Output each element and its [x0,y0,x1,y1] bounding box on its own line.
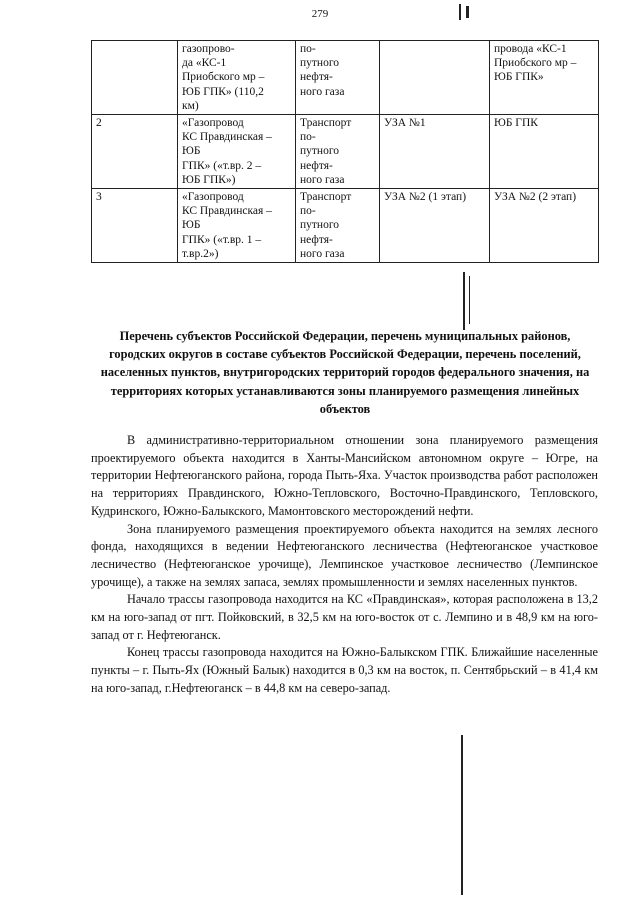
scan-mark [469,276,470,324]
table-row [92,115,599,189]
table-cell: 3 [92,189,178,263]
table-cell: УЗА №2 (1 этап) [380,189,490,263]
table-cell: «Газопровод КС Правдинская – ЮБ ГПК» («т.вр. 2 – ЮБ ГПК») [178,115,296,189]
paragraph: Зона планируемого размещения проектируемого объекта находится на землях лесного фонда, находящихся в ведении Нефтеюганского лесничества (Нефтеюганское участковое лесничество (Нефтеюганское урочище), Лемпинское участковое лесничество (Лемпинское урочище), а также на землях запаса, землях промышленности и землях населенных пунктов. [91,521,598,589]
body-text [91,432,598,698]
table-cell: УЗА №2 (2 этап) [490,189,599,263]
table-cell: 2 [92,115,178,189]
paragraph: Конец трассы газопровода находится на Южно-Балыкском ГПК. Ближайшие населенные пункты – г. Пыть-Ях (Южный Балык) находится в 0,3 км на восток, п. Сентябрьский – в 41,4 км на юго-запад, г.Нефтеюганск – в 44,8 км на северо-запад. [91,645,598,695]
table-cell: Транспорт по- путного нефтя- ного газа [296,189,380,263]
route-table [91,40,599,263]
table-cell [380,41,490,115]
paragraph: Начало трассы газопровода находится на КС «Правдинская», которая расположена в 13,2 км на юго-запад от пгт. Пойковский, в 32,5 км на юго-восток от с. Лемпино и в 48,9 км на юго-запад от г. Нефтеюганск. [91,592,598,642]
scan-mark [461,735,463,895]
table-cell: по- путного нефтя- ного газа [296,41,380,115]
table-row [92,41,599,115]
table-cell [92,41,178,115]
scan-mark [466,6,469,18]
section-heading: Перечень субъектов Российской Федерации, перечень муниципальных районов, городских округов в составе субъектов Российской Федерации, перечень поселений, населенных пунктов, внутригородских территорий городов федерального значения, на территориях которых устанавливаются зоны планируемого размещения линейных объектов [100,329,590,416]
table-cell: газопрово- да «КС-1 Приобского мр – ЮБ ГПК» (110,2 км) [178,41,296,115]
table-row [92,189,599,263]
scan-mark [459,4,461,20]
table-cell: провода «КС-1 Приобского мр – ЮБ ГПК» [490,41,599,115]
table-cell: Транспорт по- путного нефтя- ного газа [296,115,380,189]
table-cell: ЮБ ГПК [490,115,599,189]
table-cell: УЗА №1 [380,115,490,189]
paragraph: В административно-территориальном отношении зона планируемого размещения проектируемого объекта находится в Ханты-Мансийском автономном округе – Югре, на территории Нефтеюганского района, города Пыть-Яха. Участок производства работ расположен на территориях Правдинского, Южно-Тепловского, Восточно-Правдинского, Тепловского, Кудринского, Южно-Балыкского, Мамонтовского месторождений нефти. [91,433,598,518]
table-cell: «Газопровод КС Правдинская – ЮБ ГПК» («т.вр. 1 – т.вр.2») [178,189,296,263]
page-number: 279 [311,8,329,20]
scan-mark [463,272,465,330]
